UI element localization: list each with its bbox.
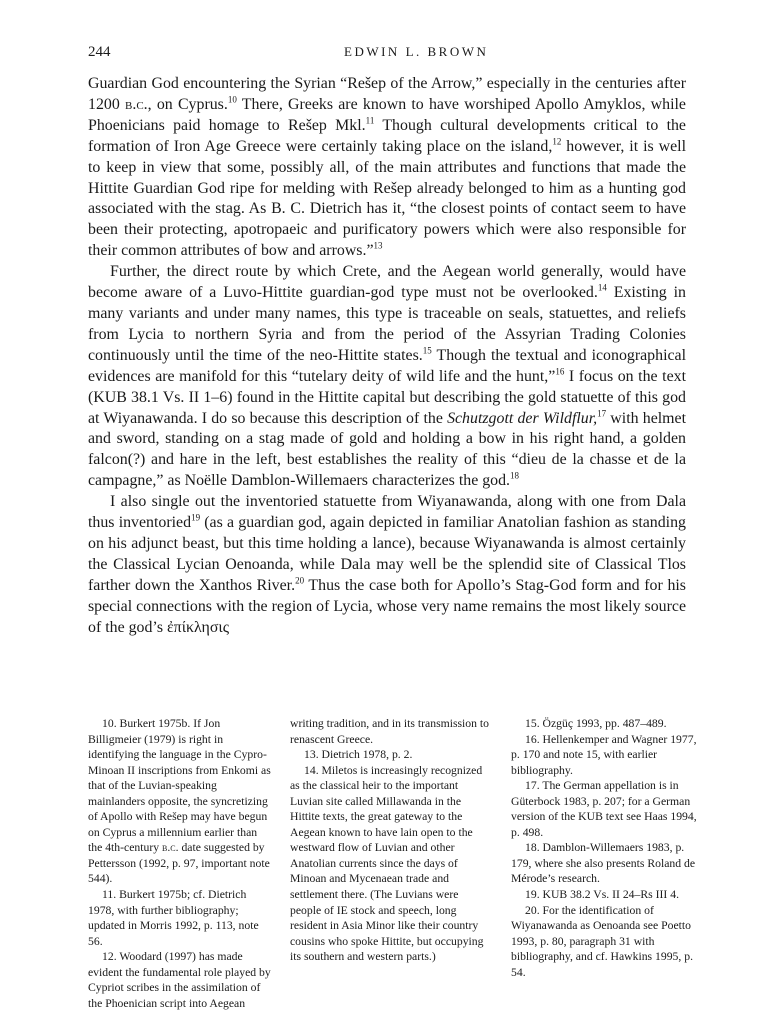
footnote: 11. Burkert 1975b; cf. Dietrich 1978, with further bibliography; updated in Morris 1992, p. 113, note 56. [88,888,259,948]
text-run: I focus on the text (KUB 38.1 Vs. II 1–6) found in the Hittite capital but describing the gold statuette of this god at Wiyanawanda. I do so because this description of the [88,367,686,427]
footnote-ref: 10 [227,94,237,105]
text-run: , on Cyprus. [147,95,228,113]
text-run: date suggested by Pettersson (1992, p. 97, important note 544). [88,841,270,886]
footnote: 18. Damblon-Willemaers 1983, p. 179, where she also presents Roland de Mérode’s research. [511,841,696,886]
text-run: Further, the direct route by which Crete, and the Aegean world generally, would have become aware of a Luvo-Hittite guardian-god type must not be overlooked. [88,263,686,302]
text-run: 10. Burkert 1975b. If Jon Billigmeier (1979) is right in identifying the language in the Cypro-Minoan II inscriptions from Enkomi as that of the Luvian-speaking mainlanders opposite, the syncretizing of Apollo with Rešep may have begun on Cyprus a millennium earlier than the 4th-century [88,717,271,855]
body-text [88,74,686,638]
text-run: Though cultural developments critical to the formation of Iron Age Greece were certainly taking place on the island, [88,116,686,155]
footnote-ref: 12 [552,136,562,147]
footnote-ref: 19 [191,512,201,523]
text-run: (as a guardian god, again depicted in familiar Anatolian fashion as standing on his adjunct beast, but this time holding a lance), because Wiyanawanda is almost certainly the Classical Lycian Oenoanda, while Dala may well be the splendid site of Classical Tlos farther down the Xanthos River. [88,514,686,594]
footnotes-column-3 [511,716,701,980]
footnote: 17. The German appellation is in Güterbock 1983, p. 207; for a German version of the KUB text see Haas 1994, p. 498. [511,779,697,839]
text-run: Though the textual and iconographical evidences are manifold for this “tutelary deity of wild life and the hunt,” [88,346,687,385]
paragraph [88,492,686,638]
footnote: 13. Dietrich 1978, p. 2. [304,748,413,762]
text-run: with helmet and sword, standing on a stag made of gold and holding a bow in his right hand, a golden falcon(?) and hare in the left, best establishes the reality of this “dieu de la chasse et de la campagne,” as Noëlle Damblon-Willemaers characterizes the god. [88,409,686,490]
paragraph [88,262,686,492]
footnote: 15. Özgüç 1993, pp. 487–489. [525,717,667,730]
footnote [88,716,272,887]
paragraph [88,74,686,262]
footnote-continuation: writing tradition, and in its transmission to renascent Greece. [290,717,490,746]
small-caps-text: b.c. [125,95,148,113]
footnote-ref: 11 [365,115,375,126]
small-caps-text: b.c. [162,841,179,855]
text-run: however, it is well to keep in view that some, possibly all, of the main attributes and functions that made the Hittite Guardian God ripe for melding with Rešep already belonged to him as a hunting god associated with the stag. As B. C. Dietrich has it, “the closest points of contact seem to have been their protecting, apotropaeic and purificatory powers which were also responsible for their common attributes of bow and arrows.” [88,137,686,260]
text-run: Existing in many variants and under many names, this type is traceable on seals, statuettes, and reliefs from Lycia to northern Syria and from the period of the Assyrian Trading Colonies continuously until the time of the neo-Hittite states. [88,284,686,364]
page-number: 244 [88,44,111,60]
footnote-ref: 16 [555,366,565,377]
text-run: Thus the case both for Apollo’s Stag-God form and for his special connections with the region of Lycia, whose very name remains the most likely source of the god’s ἐπίκλησις [88,576,686,636]
footnote: 14. Miletos is increasingly recognized as the classical heir to the important Luvian site called Millawanda in the Hittite texts, the great gateway to the Aegean known to have lain open to the westward flow of Luvian and other Anatolian currents since the days of Minoan and Mycenaean trade and settlement there. (The Luvians were people of IE stock and speech, long resident in Asia Minor like their country cousins who spoke Hittite, but occupying its southern and western parts.) [290,763,484,964]
footnotes-column-1 [88,716,272,1011]
footnote-ref: 15 [422,345,432,356]
text-run: Guardian God encountering the Syrian “Rešep of the Arrow,” especially in the centuries after 1200 [88,75,686,113]
text-run: There, Greeks are known to have worshiped Apollo Amyklos, while Phoenicians paid homage to Rešep Mkl. [88,95,686,134]
footnote-ref: 20 [295,575,305,586]
footnote: 16. Hellenkemper and Wagner 1977, p. 170 and note 15, with earlier bibliography. [511,732,697,777]
footnote: 19. KUB 38.2 Vs. II 24–Rs III 4. [525,888,679,902]
footnote: 12. Woodard (1997) has made evident the fundamental role played by Cypriot scribes in the assimilation of the Phoenician script into Aegean [88,950,271,1010]
italic-term: Schutzgott der Wildflur, [447,409,598,427]
footnote: 20. For the identification of Wiyanawanda as Oenoanda see Poetto 1993, p. 80, paragraph 31 with bibliography, and cf. Hawkins 1995, p. 54. [511,903,693,979]
footnotes-column-2 [290,716,490,965]
footnote-ref: 14 [597,282,607,293]
text-run: I also single out the inventoried statuette from Wiyanawanda, along with one from Dala thus inventoried [88,493,686,532]
footnote-ref: 13 [373,240,383,251]
footnote-ref: 18 [510,470,520,481]
running-head: EDWIN L. BROWN [344,44,489,59]
footnote-ref: 17 [597,408,607,419]
